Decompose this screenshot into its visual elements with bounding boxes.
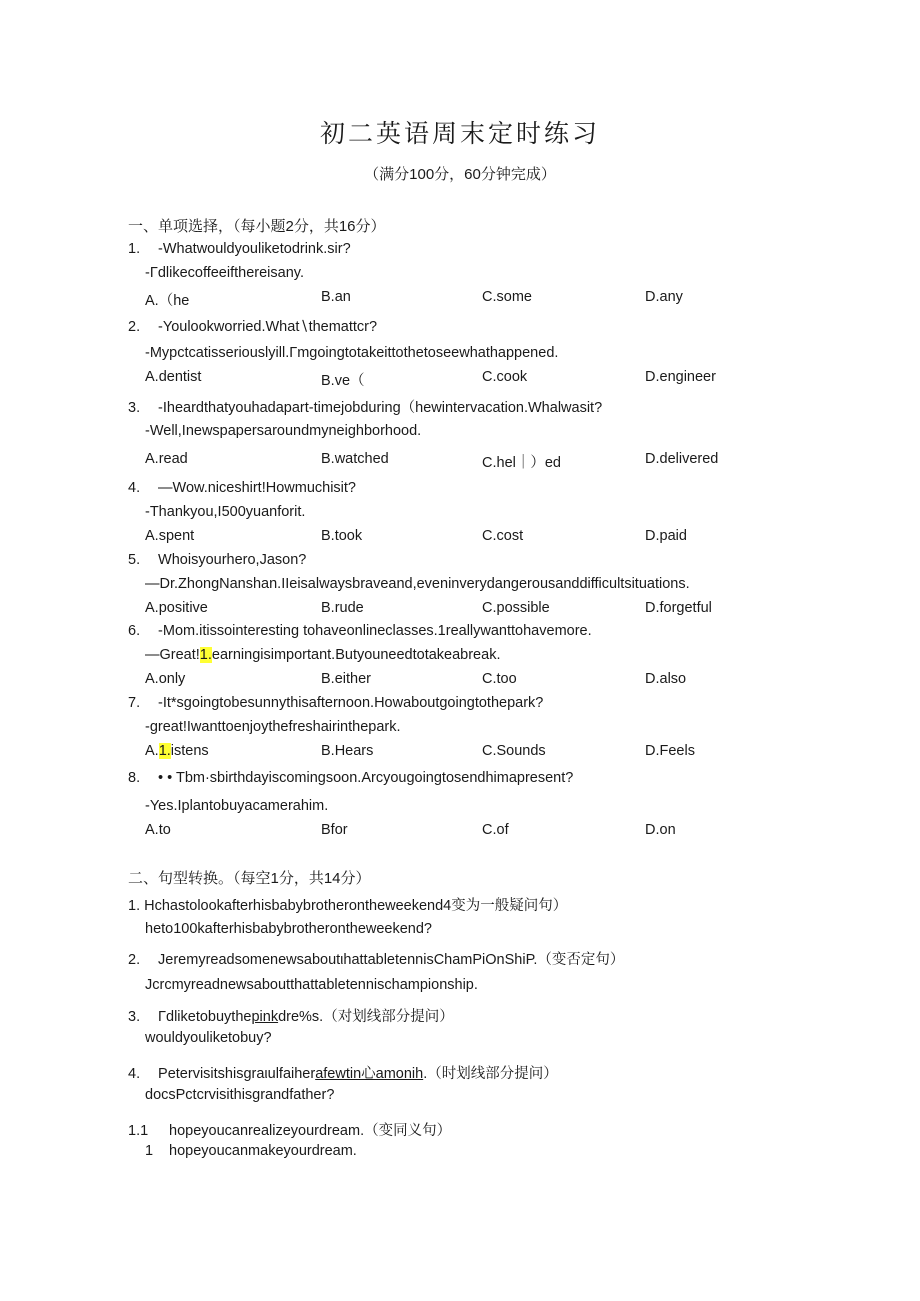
question-text: • • Tbm·sbirthdayiscomingsoon.Arcyougoingtosendhimapresent? — [158, 770, 574, 786]
transform-item-2 — [128, 948, 624, 969]
option-c: C.cost — [482, 528, 524, 544]
item-answer: Jcrcmyreadnewsaboutthattabletennischampionship. — [145, 977, 478, 993]
question-8 — [128, 770, 573, 786]
option-prefix: A. — [145, 743, 159, 759]
item-text: JeremyreadsomenewsaboutιhattabletennisChamPiOnShiP.（变否定句） — [158, 952, 625, 968]
item-text: Hchastolookafterhisbabybrotherontheweekend4变为一般疑问句） — [144, 898, 568, 914]
option-b: B.an — [321, 289, 351, 305]
option-c: C.some — [482, 289, 532, 305]
question-text: -Mom.itissointeresting tohaveonlineclasses.1reallywanttohavemore. — [158, 623, 592, 639]
item-text-start: Γdliketobuythe — [158, 1009, 252, 1025]
option-b: B.either — [321, 671, 371, 687]
item-text-end: .（时划线部分提问） — [423, 1066, 558, 1082]
question-text: -It*sgoingtobesunnythisafternoon.Howaboutgoingtothepark? — [158, 695, 544, 711]
option-c: C.cook — [482, 369, 528, 385]
transform-item-4 — [128, 1062, 558, 1083]
section-heading-1: 一、单项选择，（每小题2分，共16分） — [128, 218, 386, 235]
question-answer-line: -Well,Inewspapersaroundmyneighborhood. — [145, 423, 422, 439]
question-number: 3. — [128, 400, 141, 416]
underlined-text: afewtin心amonih — [315, 1066, 424, 1082]
option-a: A.spent — [145, 528, 195, 544]
answer-text-start: —Great! — [145, 647, 200, 663]
question-answer-line: -Mypctcatisseriouslyill.Γmgoingtotakeittothetoseewhathappened. — [145, 345, 559, 361]
option-b: B.ve（ — [321, 373, 365, 389]
option-a — [145, 743, 209, 759]
item-number: 1.1 — [128, 1123, 149, 1139]
option-c: C.hel｜）ed — [482, 455, 561, 471]
page-title: 初二英语周末定时练习 — [319, 119, 600, 148]
option-d: D.any — [645, 289, 683, 305]
item-answer: heto100kafterhisbabybrotherontheweekend? — [145, 921, 432, 937]
option-c: C.Sounds — [482, 743, 546, 759]
question-text: -Whatwouldyouliketodrink.sir? — [158, 241, 351, 257]
option-d: D.also — [645, 671, 687, 687]
option-d: D.forgetful — [645, 600, 712, 616]
question-6 — [128, 623, 592, 639]
item-number: 2. — [128, 952, 141, 968]
option-a: A.only — [145, 671, 186, 687]
question-text: -Iheardthatyouhadapart-timejobduring（hewintervacation.Whalwasit? — [158, 400, 603, 416]
option-a: A.dentist — [145, 369, 202, 385]
item-text-end: dre%s.（对划线部分提问） — [278, 1009, 454, 1025]
option-d: D.engineer — [645, 369, 716, 385]
option-a: A.to — [145, 822, 171, 838]
question-5 — [128, 552, 306, 568]
answer-text-end: earningisimportant.Butyouneedtotakeabreak. — [211, 647, 501, 663]
question-number: 8. — [128, 770, 141, 786]
underlined-text: pink — [251, 1009, 279, 1025]
option-d: D.paid — [645, 528, 687, 544]
question-answer-line: -great!Iwanttoenjoythefreshairinthepark. — [145, 719, 401, 735]
question-number: 4. — [128, 480, 141, 496]
question-number: 6. — [128, 623, 141, 639]
item-text: hopeyoucanrealizeyourdream.（变同义句） — [169, 1123, 452, 1139]
question-answer-line: -Yes.Iplantobuyacamerahim. — [145, 798, 329, 814]
question-number: 5. — [128, 552, 141, 568]
question-answer-line: -Γdlikecoffeeifthereisany. — [145, 265, 304, 281]
option-a: A.（he — [145, 293, 190, 309]
question-text: —Wow.niceshirt!Howmuchisit? — [158, 480, 356, 496]
question-answer-line — [145, 647, 500, 663]
option-b: B.Hears — [321, 743, 374, 759]
question-7 — [128, 695, 543, 711]
option-b: B.watched — [321, 451, 389, 467]
question-text: Whoisyourhero,Jason? — [158, 552, 307, 568]
option-a: A.positive — [145, 600, 208, 616]
option-c: C.of — [482, 822, 509, 838]
transform-item-5 — [128, 1119, 451, 1140]
option-d: D.Feels — [645, 743, 695, 759]
option-suffix: istens — [170, 743, 209, 759]
section-heading-2: 二、句型转换。（每空1分，共14分） — [128, 870, 371, 887]
item-answer-text: hopeyoucanmakeyourdream. — [169, 1143, 357, 1159]
highlighted-text: 1. — [158, 743, 171, 759]
question-number: 1. — [128, 241, 141, 257]
question-text: -Youlookworried.What∖themattcr? — [158, 319, 378, 335]
question-answer-line: —Dr.ZhongNanshan.IIeisalwaysbraveand,eveninverydangerousanddifficultsituations. — [145, 576, 690, 592]
transform-item-3 — [128, 1005, 454, 1026]
option-b: B.rude — [321, 600, 364, 616]
question-3 — [128, 396, 602, 417]
transform-item-1 — [128, 894, 567, 915]
item-answer — [145, 1143, 357, 1159]
question-number: 2. — [128, 319, 141, 335]
option-b: B.took — [321, 528, 363, 544]
item-number: 3. — [128, 1009, 141, 1025]
item-number: 1. — [128, 898, 141, 914]
item-answer: docsPctcrvisithisgrandfather? — [145, 1087, 335, 1103]
page-subtitle: （满分100分，60分钟完成） — [364, 166, 556, 183]
question-2 — [128, 319, 377, 335]
question-answer-line: -Thankyou,I500yuanforit. — [145, 504, 306, 520]
option-c: C.too — [482, 671, 517, 687]
option-c: C.possible — [482, 600, 550, 616]
option-a: A.read — [145, 451, 188, 467]
item-number: 4. — [128, 1066, 141, 1082]
question-1 — [128, 241, 351, 257]
item-text-start: Petervisitshisgraιulfaiher — [158, 1066, 316, 1082]
option-b: Bfor — [321, 822, 348, 838]
option-d: D.on — [645, 822, 676, 838]
question-number: 7. — [128, 695, 141, 711]
option-d: D.delivered — [645, 451, 719, 467]
highlighted-text: 1. — [199, 647, 212, 663]
item-answer: wouldyouliketobuy? — [145, 1030, 272, 1046]
item-answer-number: 1 — [145, 1143, 154, 1159]
question-4 — [128, 480, 356, 496]
